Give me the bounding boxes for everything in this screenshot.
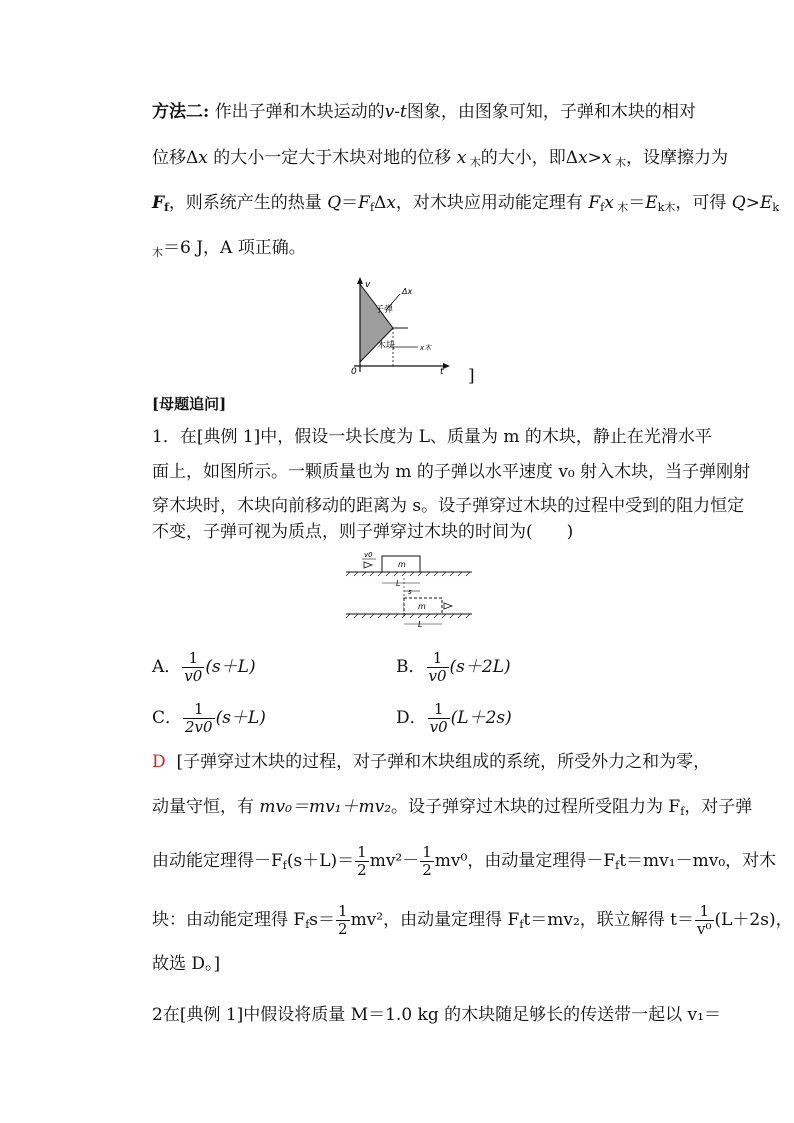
close-bracket: ] (468, 366, 475, 386)
option-c-fraction: $\frac{1}{2v0}$ (185, 700, 213, 736)
followup-heading: [母题追问] (152, 395, 227, 413)
q1-line-2: 面上，如图所示。一颗质量也为 m 的子弹以水平速度 v₀ 射入木块，当子弹刚射 (152, 462, 751, 482)
L-bottom-label: L (418, 620, 423, 629)
answer-line-1: D [子弹穿过木块的过程，对子弹和木块组成的系统，所受外力之和为零， (152, 752, 711, 772)
v-axis-arrow (357, 277, 363, 284)
option-d[interactable]: D． $\frac{1}{v0}$ (L＋2s) (396, 700, 512, 736)
dx-label: Δx (402, 287, 413, 296)
method2-line-3: $F_f$，则系统产生的热量 $Q=F_f\Delta x$，对木块应用动能定理有 $F_fx$ $_木=E_{k木}$，可得 $Q>E_k$ (152, 193, 780, 214)
answer-letter: D (152, 752, 166, 772)
q1-line-3: 穿木块时，木块向前移动的距离为 s。设子弹穿过木块的过程中受到的阻力恒定 (152, 496, 745, 516)
bullet-block-diagram (344, 548, 474, 630)
bullet-label: 子弹 (375, 305, 394, 315)
ground-bottom-hatch (346, 614, 470, 618)
option-c[interactable]: C． $\frac{1}{2v0}$ (s＋L) (152, 700, 266, 736)
bullet-bottom (444, 603, 452, 609)
option-b[interactable]: B． $\frac{1}{v0}$ (s＋2L) (396, 649, 511, 685)
option-a-fraction: $\frac{1}{v0}$ (184, 649, 203, 685)
answer-line-3: 由动能定理得$-F_f(s+L)=$ $\frac{1}{2}$ mv²－ $\frac{1}{2}$ mv⁰，由动量定理得$-F_ft=mv_1-mv_0$，对木 (152, 843, 777, 879)
method2-line-4: $_木$＝6 J，A 项正确。 (152, 238, 306, 259)
vt-graph (346, 276, 458, 378)
L-top-label: L (396, 579, 401, 588)
half-fraction-2: $\frac{1}{2}$ (422, 843, 432, 879)
answer-line-2: 动量守恒，有 mv₀＝mv₁＋mv₂。设子弹穿过木块的过程所受阻力为 $F_f$，对子弹 (152, 797, 753, 818)
block-bottom-mass: m (418, 602, 426, 611)
t-axis-arrow (443, 363, 450, 369)
option-a[interactable]: A． $\frac{1}{v0}$ (s＋L) (152, 649, 256, 685)
bullet-top (364, 562, 372, 568)
method2-line-2: 位移Δx 的大小一定大于木块对地的位移 x $_木$的大小，即Δx>x $_木$，设摩擦力为 (152, 148, 728, 169)
block-label: 木块 (377, 341, 396, 351)
half-fraction-1: $\frac{1}{2}$ (357, 843, 367, 879)
t-axis-label: t (440, 367, 444, 377)
time-fraction: $\frac{1}{\text{v⁰}}$ (697, 902, 712, 938)
ground-top-hatch (346, 572, 470, 576)
half-fraction-3: $\frac{1}{2}$ (338, 902, 348, 938)
option-d-fraction: $\frac{1}{v0}$ (429, 700, 448, 736)
method2-line-1: 方法二: 作出子弹和木块运动的v-t图象，由图象可知，子弹和木块的相对 (152, 102, 696, 122)
xmu-label: x木 (420, 344, 432, 352)
v-axis-label: v (365, 280, 371, 290)
origin-label: 0 (351, 367, 357, 377)
q1-line-4: 不变，子弹可视为质点，则子弹穿过木块的时间为( ) (152, 522, 574, 542)
q1-line-1: 1．在[典例 1]中，假设一块长度为 L、质量为 m 的木块，静止在光滑水平 (152, 427, 712, 447)
answer-line-5: 故选 D。] (152, 954, 221, 974)
q2-line-1: 2在[典例 1]中假设将质量 M＝1.0 kg 的木块随足够长的传送带一起以 v₁＝ (152, 1005, 721, 1025)
option-b-fraction: $\frac{1}{v0}$ (428, 649, 447, 685)
v0-label: v0 (364, 551, 373, 559)
block-top-mass: m (398, 560, 406, 569)
s-label: s (408, 588, 412, 596)
answer-line-4: 块：由动能定理得 $F_fs=$ $\frac{1}{2}$ mv²，由动量定理得 $F_ft=mv_2$，联立解得 t＝ $\frac{1}{\text{v⁰}}$ (L＋2s)， (152, 902, 793, 938)
